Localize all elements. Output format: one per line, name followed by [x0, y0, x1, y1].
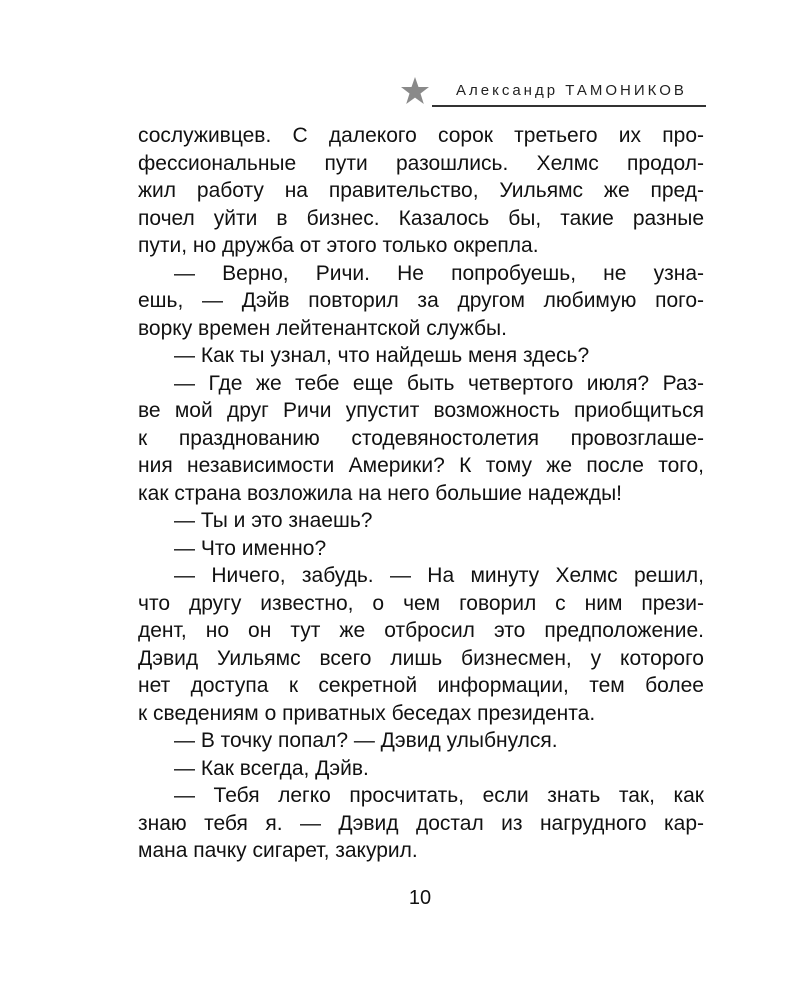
- text-line: как страна возложила на него большие надежды!: [138, 481, 623, 505]
- text-line: жил работу на правительство, Уильямс же пред-: [138, 179, 704, 202]
- text-line: сослуживцев. С далекого сорок третьего их про-: [138, 124, 704, 147]
- text-line: — Как ты узнал, что найдешь меня здесь?: [174, 344, 590, 367]
- text-line: к сведениям о приватных беседах президента.: [138, 701, 596, 725]
- text-line: — Верно, Ричи. Не попробуешь, не узна-: [174, 261, 704, 285]
- text-line: — Как всегда, Дэйв.: [174, 756, 369, 780]
- text-line: что другу известно, о чем говорил с ним прези-: [138, 591, 704, 615]
- text-line: дент, но он тут же отбросил это предположение.: [138, 619, 704, 642]
- header-rule: [432, 105, 706, 107]
- text-line: ния независимости Америки? К тому же после того,: [138, 454, 704, 477]
- star-icon: [400, 76, 430, 106]
- text-line: — В точку попал? — Дэвид улыбнулся.: [174, 729, 558, 752]
- text-line: — Что именно?: [174, 536, 327, 560]
- text-line: почел уйти в бизнес. Казалось бы, такие разные: [138, 206, 704, 230]
- text-line: нет доступа к секретной информации, тем более: [138, 674, 704, 697]
- text-line: пути, но дружба от этого только окрепла.: [138, 234, 539, 257]
- text-line: мана пачку сигарет, закурил.: [138, 839, 418, 862]
- text-line: ешь, — Дэйв повторил за другом любимую пого-: [138, 289, 704, 312]
- text-line: фессиональные пути разошлись. Хелмс продол-: [138, 151, 704, 175]
- text-line: ворку времен лейтенантской службы.: [138, 316, 507, 340]
- running-header: [400, 70, 706, 110]
- text-line: знаю тебя я. — Дэвид достал из нагрудного кар-: [138, 811, 704, 835]
- text-line: — Где же тебе еще быть четвертого июля? Раз-: [174, 371, 704, 395]
- text-line: ве мой друг Ричи упустит возможность приобщиться: [138, 399, 704, 422]
- text-line: к празднованию стодевяностолетия провозглаше-: [138, 426, 704, 450]
- page-number: 10: [408, 887, 432, 909]
- text-line: Дэвид Уильямс всего лишь бизнесмен, у которого: [138, 646, 704, 670]
- text-line: — Ты и это знаешь?: [174, 509, 373, 532]
- text-line: — Ничего, забудь. — На минуту Хелмс решил,: [174, 564, 704, 587]
- text-line: — Тебя легко просчитать, если знать так, как: [174, 784, 704, 807]
- body-text: [138, 122, 704, 865]
- author-name: Александр ТАМОНИКОВ: [456, 82, 687, 99]
